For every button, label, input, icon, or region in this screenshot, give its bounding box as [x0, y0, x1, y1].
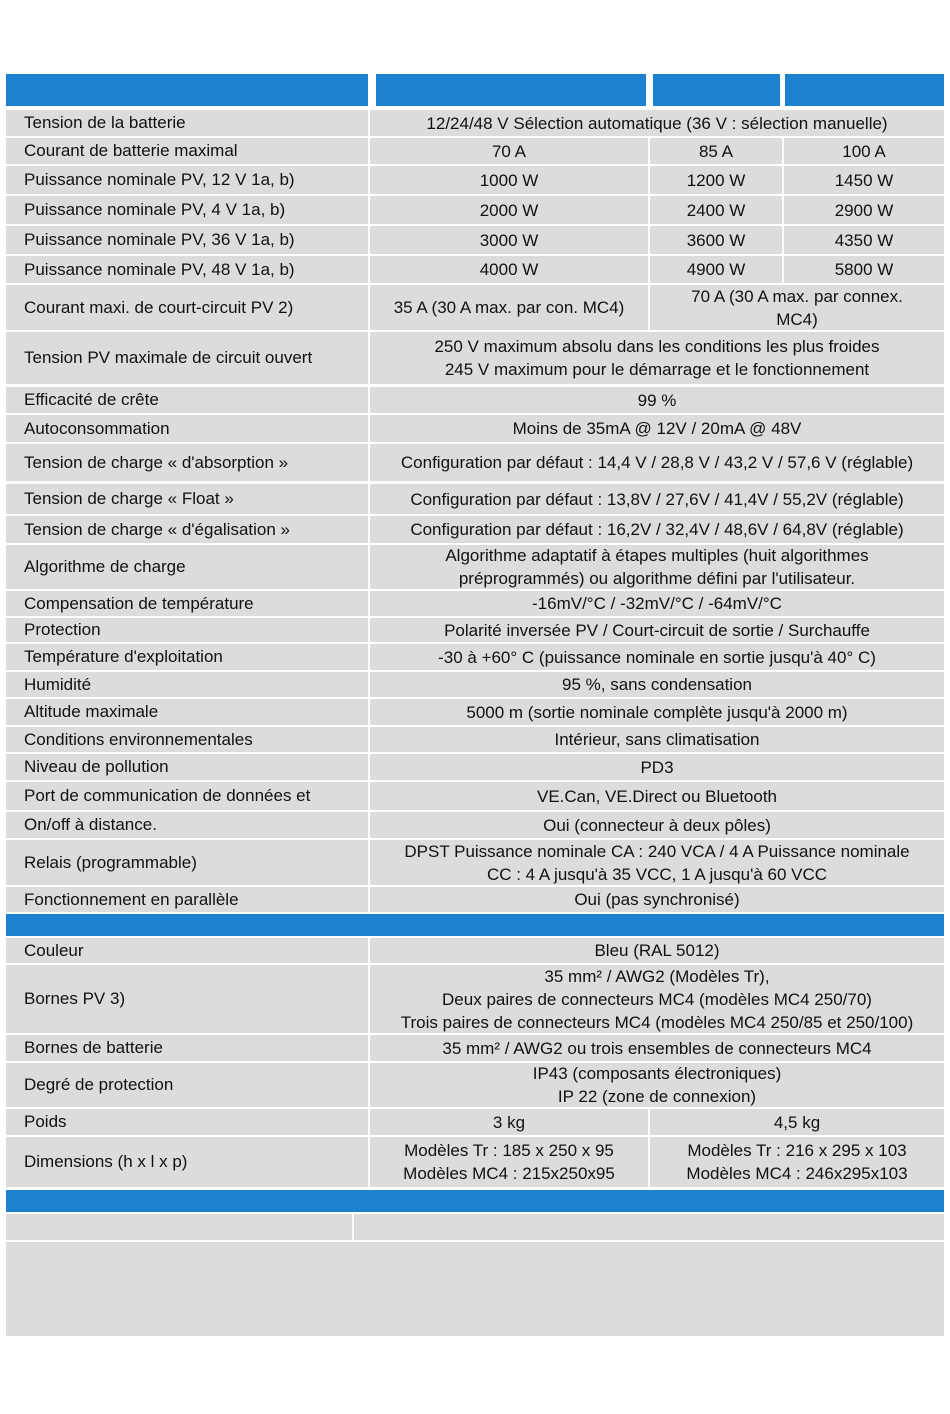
- row-value: PD3: [640, 757, 674, 777]
- row-value: Oui (connecteur à deux pôles): [543, 815, 771, 835]
- row-value: 3000 W: [479, 230, 539, 250]
- empty-row: [6, 1214, 944, 1240]
- empty-block: [6, 1242, 944, 1336]
- table-row: [6, 387, 944, 413]
- row-value: 35 mm² / AWG2 (Modèles Tr), Deux paires de connecteurs MC4 (modèles MC4 250/70) Trois paires de connecteurs MC4 (modèles MC4 250/85 et 250/100): [400, 966, 914, 1032]
- row-label: Dimensions (h x l x p): [24, 1152, 188, 1171]
- row-value: 2400 W: [686, 200, 746, 220]
- row-value: -30 à +60° C (puissance nominale en sortie jusqu'à 40° C): [438, 647, 876, 667]
- row-value: IP43 (composants électroniques) IP 22 (zone de connexion): [532, 1064, 782, 1106]
- table-row: [6, 332, 944, 384]
- row-label: Température d'exploitation: [24, 647, 223, 666]
- row-label: Humidité: [24, 674, 92, 694]
- row-label: Puissance nominale PV, 4 V 1a, b): [24, 200, 286, 219]
- row-value: 95 %, sans condensation: [562, 675, 752, 694]
- row-value: 85 A: [698, 141, 734, 161]
- row-value: 99 %: [637, 390, 677, 410]
- row-value: Oui (pas synchronisé): [574, 890, 740, 909]
- row-label: Puissance nominale PV, 12 V 1a, b): [24, 170, 295, 189]
- table-row: [6, 226, 944, 254]
- header-divider: [780, 74, 785, 106]
- table-row: [6, 1035, 944, 1061]
- row-value: 250 V maximum absolu dans les conditions les plus froides 245 V maximum pour le démarrage et le fonctionnement: [434, 337, 880, 379]
- row-label: Protection: [24, 620, 101, 639]
- row-label: Tension de charge « d'absorption »: [24, 452, 289, 472]
- row-label: Conditions environnementales: [24, 729, 253, 749]
- row-value: Configuration par défaut : 14,4 V / 28,8 V / 43,2 V / 57,6 V (réglable): [400, 453, 914, 472]
- row-value: 1450 W: [834, 170, 894, 190]
- row-value: DPST Puissance nominale CA : 240 VCA / 4 A Puissance nominale CC : 4 A jusqu'à 35 VCC, 1 A jusqu'à 60 VCC: [404, 841, 910, 884]
- table-row: [6, 484, 944, 514]
- row-value: 2900 W: [834, 200, 894, 220]
- table-row: [6, 516, 944, 543]
- row-value: 100 A: [842, 141, 886, 161]
- row-label: Niveau de pollution: [24, 757, 169, 776]
- table-row: [6, 1109, 944, 1135]
- row-value: 2000 W: [479, 200, 539, 220]
- row-label: Poids: [24, 1112, 67, 1131]
- row-value: 70 A (30 A max. par connex. MC4): [691, 286, 903, 329]
- table-row: [6, 285, 944, 330]
- table-row: [6, 591, 944, 616]
- row-label: Couleur: [24, 940, 84, 960]
- table-row: [6, 196, 944, 224]
- row-value: Modèles Tr : 216 x 295 x 103 Modèles MC4 : 246x295x103: [686, 1141, 908, 1183]
- row-label: Fonctionnement en parallèle: [24, 889, 239, 909]
- table-row: [6, 887, 944, 912]
- table-row: [6, 754, 944, 780]
- table-row: [6, 138, 944, 164]
- row-value: Configuration par défaut : 13,8V / 27,6V / 41,4V / 55,2V (réglable): [410, 489, 904, 509]
- table-row: [6, 672, 944, 697]
- header-bar: [6, 74, 944, 106]
- table-row: [6, 644, 944, 670]
- row-value: Configuration par défaut : 16,2V / 32,4V / 48,6V / 64,8V (réglable): [410, 520, 904, 539]
- row-label: Bornes PV 3): [24, 989, 126, 1008]
- row-value: 35 mm² / AWG2 ou trois ensembles de connecteurs MC4: [442, 1038, 872, 1058]
- row-value: Modèles Tr : 185 x 250 x 95 Modèles MC4 : 215x250x95: [403, 1141, 615, 1183]
- row-value: 1200 W: [686, 170, 746, 190]
- table-row: [6, 1137, 944, 1187]
- row-value: 12/24/48 V Sélection automatique (36 V : sélection manuelle): [426, 113, 888, 133]
- row-label: On/off à distance.: [24, 815, 157, 834]
- row-label: Courant maxi. de court-circuit PV 2): [24, 297, 294, 317]
- row-value: Algorithme adaptatif à étapes multiples (huit algorithmes préprogrammés) ou algorithme défini par l'utilisateur.: [445, 546, 869, 588]
- row-label: Puissance nominale PV, 48 V 1a, b): [24, 259, 295, 279]
- table-row: [6, 618, 944, 642]
- row-value: 5800 W: [834, 260, 894, 279]
- row-label: Compensation de température: [24, 593, 254, 613]
- table-row: [6, 166, 944, 194]
- table-row: [6, 938, 944, 963]
- row-value: 5000 m (sortie nominale complète jusqu'à 2000 m): [466, 702, 848, 722]
- row-label: Tension de charge « Float »: [24, 489, 234, 508]
- row-value: Moins de 35mA @ 12V / 20mA @ 48V: [512, 419, 802, 438]
- row-label: Efficacité de crête: [24, 390, 159, 409]
- table-row: [6, 840, 944, 885]
- row-value: 70 A: [491, 141, 527, 161]
- table-row: [6, 812, 944, 838]
- row-value: VE.Can, VE.Direct ou Bluetooth: [536, 786, 778, 806]
- row-label: Altitude maximale: [24, 702, 159, 721]
- section-header-bar: [6, 914, 944, 936]
- row-value: Bleu (RAL 5012): [594, 941, 720, 960]
- row-value: 4900 W: [686, 260, 746, 279]
- row-value: -16mV/°C / -32mV/°C / -64mV/°C: [532, 594, 782, 613]
- table-row: [6, 1063, 944, 1107]
- row-value: 1000 W: [479, 170, 539, 190]
- row-value: Intérieur, sans climatisation: [554, 730, 760, 749]
- row-value: 3600 W: [686, 230, 746, 250]
- row-label: Courant de batterie maximal: [24, 141, 238, 160]
- row-label: Algorithme de charge: [24, 557, 186, 576]
- table-row: [6, 699, 944, 725]
- row-label: Port de communication de données et: [24, 786, 311, 805]
- header-divider: [368, 74, 376, 106]
- row-label: Degré de protection: [24, 1075, 174, 1094]
- row-label: Puissance nominale PV, 36 V 1a, b): [24, 230, 295, 249]
- section-header-bar: [6, 1190, 944, 1212]
- table-row: [6, 545, 944, 589]
- table-row: [6, 415, 944, 442]
- row-value: Polarité inversée PV / Court-circuit de sortie / Surchauffe: [444, 620, 870, 640]
- row-value: 35 A (30 A max. par con. MC4): [393, 298, 625, 317]
- row-label: Tension de la batterie: [24, 113, 186, 132]
- row-label: Bornes de batterie: [24, 1038, 163, 1057]
- row-value: 3 kg: [492, 1112, 526, 1132]
- row-value: 4350 W: [834, 230, 894, 250]
- header-divider: [646, 74, 653, 106]
- row-label: Relais (programmable): [24, 852, 197, 872]
- table-row: [6, 965, 944, 1033]
- row-label: Tension PV maximale de circuit ouvert: [24, 348, 313, 367]
- table-row: [6, 256, 944, 283]
- row-value: 4000 W: [479, 260, 539, 279]
- table-row: [6, 110, 944, 136]
- table-row: [6, 782, 944, 810]
- row-label: Tension de charge « d'égalisation »: [24, 519, 290, 539]
- row-label: Autoconsommation: [24, 418, 170, 438]
- row-value: 4,5 kg: [773, 1112, 821, 1132]
- table-row: [6, 444, 944, 481]
- table-row: [6, 727, 944, 752]
